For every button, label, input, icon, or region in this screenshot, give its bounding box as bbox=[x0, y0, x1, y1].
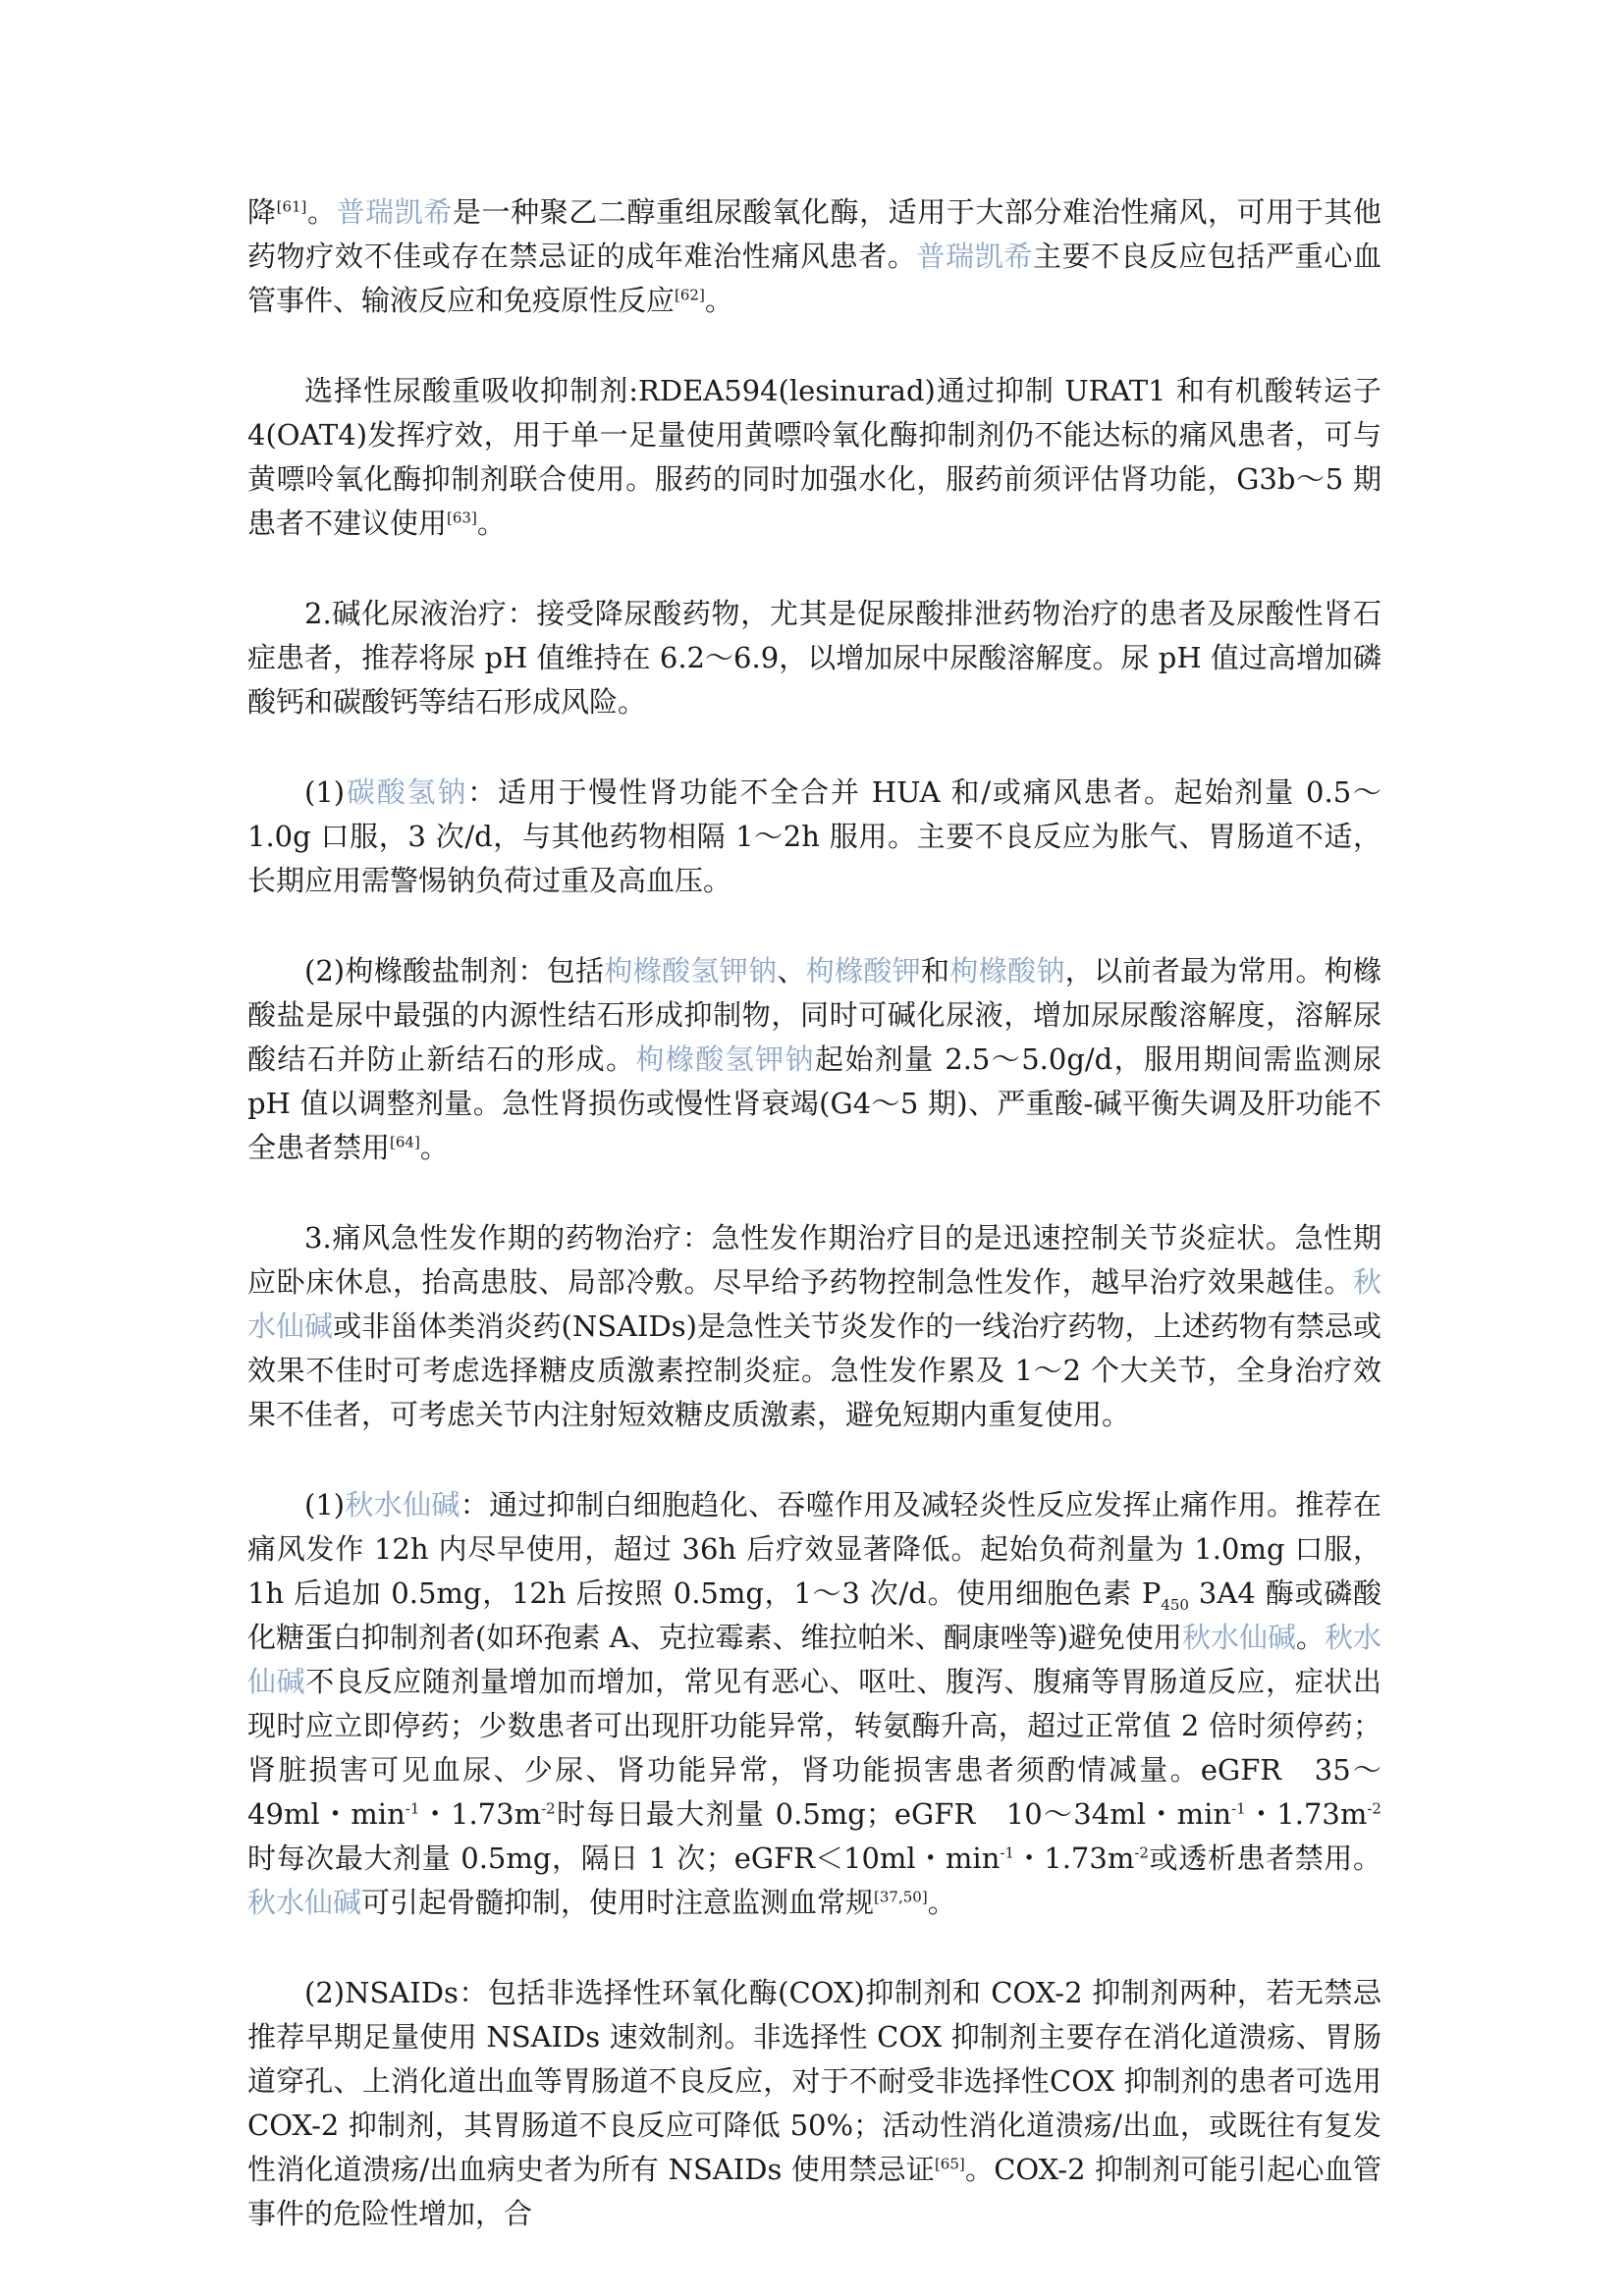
text-run: 选择性尿酸重吸收抑制剂:RDEA594(lesinurad)通过抑制 URAT1 和有机酸转运子 4(OAT4)发挥疗效，用于单一足量使用黄嘌呤氧化酶抑制剂仍不能达标的痛风患者，可与黄嘌呤氧化酶抑制剂联合使用。服药的同时加强水化，服药前须评估肾功能，G3b～5 期患者不建议使用 bbox=[247, 374, 1381, 540]
superscript: -2 bbox=[1134, 1843, 1149, 1862]
text-run: 或透析患者禁用。 bbox=[1148, 1842, 1381, 1875]
text-run: 。 bbox=[704, 284, 733, 317]
drug-link[interactable]: 枸橼酸钠 bbox=[949, 954, 1065, 988]
text-run: (1) bbox=[304, 1488, 346, 1522]
superscript: [61] bbox=[276, 197, 307, 216]
text-run: 可引起骨髓抑制，使用时注意监测血常规 bbox=[361, 1886, 875, 1919]
text-run: (1) bbox=[304, 775, 346, 809]
paragraph bbox=[247, 949, 1381, 1170]
text-run: ・1.73m bbox=[1014, 1842, 1135, 1875]
text-run: 。COX-2 抑制剂可能引起心血管事件的危险性增加，合 bbox=[247, 2153, 1381, 2230]
superscript: [62] bbox=[675, 286, 705, 304]
drug-link[interactable]: 碳酸氢钠 bbox=[345, 775, 468, 809]
text-run: 和 bbox=[921, 954, 950, 988]
paragraph bbox=[247, 1216, 1381, 1437]
drug-link[interactable]: 秋水仙碱 bbox=[247, 1621, 1381, 1698]
text-run: 。 bbox=[306, 195, 337, 229]
drug-link[interactable]: 秋水仙碱 bbox=[345, 1488, 460, 1522]
superscript: -2 bbox=[541, 1799, 556, 1818]
text-run: (2)枸橼酸盐制剂：包括 bbox=[304, 954, 605, 988]
superscript: -1 bbox=[1000, 1843, 1014, 1862]
text-run: 或非甾体类消炎药(NSAIDs)是急性关节炎发作的一线治疗药物，上述药物有禁忌或效果不佳时可考虑选择糖皮质激素控制炎症。急性发作累及 1～2 个大关节，全身治疗效果不佳者，可考虑关节内注射短效糖皮质激素，避免短期内重复使用。 bbox=[247, 1309, 1381, 1431]
text-run: 是一种聚乙二醇重组尿酸氧化酶，适用于大部分难治性痛风，可用于其他药物疗效不佳或存在禁忌证的成年难治性痛风患者。 bbox=[247, 195, 1381, 273]
text-run: ・1.73m bbox=[1245, 1797, 1368, 1831]
text-run: ：通过抑制白细胞趋化、吞噬作用及减轻炎性反应发挥止痛作用。推荐在痛风发作 12h 内尽早使用，超过 36h 后疗效显著降低。起始负荷剂量为 1.0mg 口服，1h 后追加 0.5mg，12h 后按照 0.5mg，1～3 次/d。使用细胞色素 P bbox=[247, 1488, 1381, 1610]
paragraph bbox=[247, 1971, 1381, 2236]
text-run: 时每日最大剂量 0.5mg；eGFR 10～34ml・min bbox=[555, 1797, 1232, 1831]
text-run: 3A4 酶或磷酸化糖蛋白抑制剂者(如环孢素 A、克拉霉素、维拉帕米、酮康唑等)避免使用 bbox=[247, 1576, 1381, 1654]
paragraph bbox=[247, 771, 1381, 903]
text-run: 3.痛风急性发作期的药物治疗：急性发作期治疗目的是迅速控制关节炎症状。急性期应卧床休息，抬高患肢、局部冷敷。尽早给予药物控制急性发作，越早治疗效果越佳。 bbox=[247, 1221, 1381, 1299]
text-run: 不良反应随剂量增加而增加，常见有恶心、呕吐、腹泻、腹痛等胃肠道反应，症状出现时应立即停药；少数患者可出现肝功能异常，转氨酶升高，超过正常值 2 倍时须停药；肾脏损害可见血尿、少尿、肾功能异常，肾功能损害患者须酌情减量。eGFR 35～49ml・min bbox=[247, 1665, 1381, 1831]
drug-link[interactable]: 普瑞凯希 bbox=[336, 195, 453, 229]
text-run: 。 bbox=[419, 1131, 449, 1164]
superscript: [65] bbox=[934, 2155, 965, 2173]
superscript: -1 bbox=[405, 1799, 420, 1818]
text-run: 降 bbox=[247, 195, 277, 229]
text-run: 时每次最大剂量 0.5mg，隔日 1 次；eGFR＜10ml・min bbox=[247, 1842, 1001, 1875]
drug-link[interactable]: 秋水仙碱 bbox=[1181, 1621, 1296, 1654]
text-run: ，以前者最为常用。枸橼酸盐是尿中最强的内源性结石形成抑制物，同时可碱化尿液，增加尿尿酸溶解度，溶解尿酸结石并防止新结石的形成。 bbox=[247, 954, 1381, 1076]
document-body bbox=[247, 190, 1381, 2282]
paragraph bbox=[247, 369, 1381, 546]
drug-link[interactable]: 普瑞凯希 bbox=[916, 240, 1034, 273]
drug-link[interactable]: 秋水仙碱 bbox=[247, 1886, 362, 1919]
text-run: (2)NSAIDs：包括非选择性环氧化酶(COX)抑制剂和 COX-2 抑制剂两种，若无禁忌推荐早期足量使用 NSAIDs 速效制剂。非选择性 COX 抑制剂主要存在消化道溃疡、胃肠道穿孔、上消化道出血等胃肠道不良反应，对于不耐受非选择性COX 抑制剂的患者可选用COX-2 抑制剂，其胃肠道不良反应可降低 50%；活动性消化道溃疡/出血，或既往有复发性消化道溃疡/出血病史者为所有 NSAIDs 使用禁忌证 bbox=[247, 1976, 1381, 2186]
text-run: 起始剂量 2.5～5.0g/d，服用期间需监测尿 pH 值以调整剂量。急性肾损伤或慢性肾衰竭(G4～5 期)、严重酸-碱平衡失调及肝功能不全患者禁用 bbox=[247, 1042, 1381, 1164]
superscript: -1 bbox=[1231, 1799, 1246, 1818]
text-run: 主要不良反应包括严重心血管事件、输液反应和免疫原性反应 bbox=[247, 240, 1381, 317]
text-run: ・1.73m bbox=[419, 1797, 542, 1831]
subscript: 450 bbox=[1161, 1595, 1189, 1614]
text-run: 。 bbox=[476, 507, 506, 540]
paragraph bbox=[247, 190, 1381, 323]
superscript: [64] bbox=[390, 1133, 420, 1151]
superscript: [63] bbox=[447, 508, 477, 527]
text-run: 。 bbox=[927, 1886, 956, 1919]
text-run: 。 bbox=[1295, 1621, 1325, 1654]
paragraph bbox=[247, 592, 1381, 724]
superscript: -2 bbox=[1367, 1799, 1381, 1818]
drug-link[interactable]: 枸橼酸钾 bbox=[805, 954, 922, 988]
text-run: 、 bbox=[777, 954, 806, 988]
paragraph bbox=[247, 1483, 1381, 1925]
drug-link[interactable]: 枸橼酸氢钾钠 bbox=[635, 1042, 815, 1076]
superscript: [37,50] bbox=[874, 1888, 928, 1906]
text-run: ：适用于慢性肾功能不全合并 HUA 和/或痛风患者。起始剂量 0.5～1.0g 口服，3 次/d，与其他药物相隔 1～2h 服用。主要不良反应为胀气、胃肠道不适，长期应用需警惕钠负荷过重及高血压。 bbox=[247, 775, 1381, 897]
drug-link[interactable]: 枸橼酸氢钾钠 bbox=[604, 954, 778, 988]
text-run: 2.碱化尿液治疗：接受降尿酸药物，尤其是促尿酸排泄药物治疗的患者及尿酸性肾石症患者，推荐将尿 pH 值维持在 6.2～6.9，以增加尿中尿酸溶解度。尿 pH 值过高增加磷酸钙和碳酸钙等结石形成风险。 bbox=[247, 597, 1381, 719]
drug-link[interactable]: 秋水仙碱 bbox=[247, 1265, 1381, 1343]
